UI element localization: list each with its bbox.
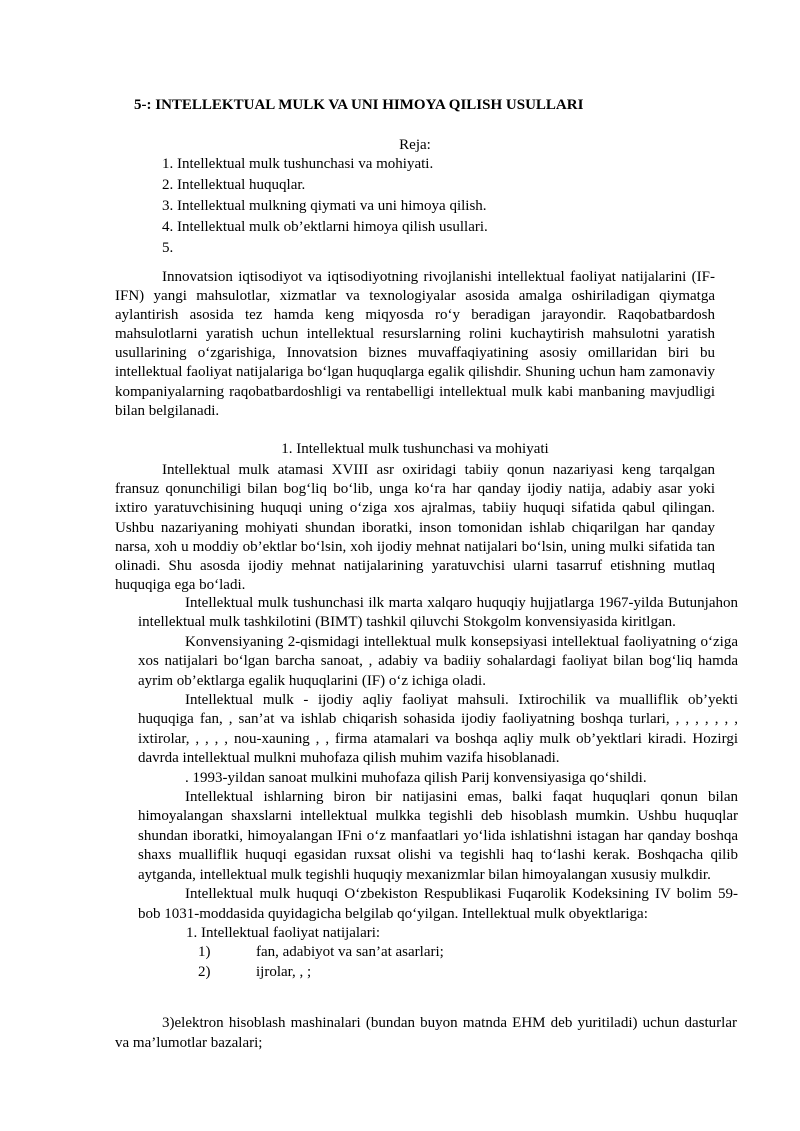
section-heading: 1. Intellektual mulk tushunchasi va mohiyati — [281, 441, 549, 457]
plan-list — [162, 154, 722, 259]
section1-paragraph: . 1993-yildan sanoat mulkini muhofaza qilish Parij konvensiyasiga qo‘shildi. — [185, 769, 647, 786]
list-item-number: 1) — [198, 944, 211, 961]
intro-paragraph: Innovatsion iqtisodiyot va iqtisodiyotning rivojlanishi intellektual faoliyat natijalarini (IF-IFN) yangi mahsulotlar, xizmatlar va texnologiyalar asosida amalga oshiriladigan qiymatga aylantirish asosida tez hamda keng miqyosda ro‘y beradigan jarayondir. Raqobatbardosh mahsulotlarni yaratish uchun intellektual resurslarning rolini kuchaytirish mahsulotni yaratish usullarining o‘zgarishiga, Innovatsion biznes muvaffaqiyatining asosiy omillaridan biri bu intellektual faoliyat natijalariga bo‘lgan huquqlarga egalik qilishdir. Shuning uchun ham zamonaviy kompaniyalarning raqobatbardoshligi va rentabelligi intellektual mulk kabi manbaning mavjudligi bilan belgilanadi. — [115, 269, 715, 419]
list-item-number: 2) — [198, 963, 211, 980]
list-item-text: ijrolar, , ; — [256, 963, 312, 980]
section1-paragraph: Intellektual mulk atamasi XVIII asr oxiridagi tabiiy qonun nazariyasi keng tarqalgan fransuz qonunchiligi bilan bog‘liq bo‘lib, unga ko‘ra har qanday ijodiy natija, adabiy asar yoki ixtiro yaratuvchisining huquqi uning o‘ziga xos ajralmas, tabiiy huquqi sifatida qabul qilingan. Ushbu nazariyaning mohiyati shundan iboratki, inson tomonidan ishlab chiqarilgan har qanday narsa, xoh u moddiy ob’ektlar bo‘lsin, xoh ijodiy mehnat natijalari bo‘lsin, uning mulki sifatida tan olinadi. Shu asosda ijodiy mehnat natijalarining yaratuvchisi ularni tasarruf etishning mutlaq huquqiga ega bo‘ladi. — [115, 462, 715, 594]
section1-indented-block — [138, 594, 738, 982]
plan-item: 3. Intellektual mulkning qiymati va uni himoya qilish. — [162, 198, 487, 214]
item3-block — [115, 1014, 737, 1053]
section1-paragraph: Konvensiyaning 2-qismidagi intellektual mulk konsepsiyasi intellektual faoliyatning o‘ziga xos natijalari bo‘lgan barcha sanoat, , adabiy va badiiy sohalardagi faoliyat bilan bog‘liq hamda ayrim ob’ektlarga egalik huquqlarini (IF) o‘z ichiga oladi. — [138, 633, 738, 689]
plan-item: 1. Intellektual mulk tushunchasi va mohiyati. — [162, 156, 434, 172]
plan-item: 5. — [162, 240, 174, 256]
section1-paragraph: Intellektual ishlarning biron bir natijasini emas, balki faqat huquqlari qonun bilan himoyalangan shaxslarni intellektual mulkka tegishli deb hisoblash mumkin. Ushbu huquqlar shundan iboratki, himoyalangan IFni o‘z manfaatlari yo‘lida ishlatishni istagan har qanday boshqa shaxs mualliflik huquqi egasidan ruxsat olishi va tegishli haq to‘lashi kerak. Boshqacha qilib aytganda, intellektual mulk tegishli huquqiy mexanizmlar bilan himoyalangan xususiy mulkdir. — [138, 789, 738, 883]
section1-paragraph: Intellektual mulk - ijodiy aqliy faoliyat mahsuli. Ixtirochilik va mualliflik ob’yekti huquqiga fan, , san’at va ishlab chiqarish sohasida ijodiy faoliyatning boshqa turlari, , , , , , , , ixtirolar, , , , , nou-xauning , , firma atamalari va boshqa aqliy mulk ob’yektlari kiradi. Hozirgi davrda intellektual mulkni muhofaza qilish muhim vazifa hisoblanadi. — [138, 692, 738, 767]
plan-item: 4. Intellektual mulk ob’ektlarni himoya qilish usullari. — [162, 219, 488, 235]
section1-paragraph: Intellektual mulk tushunchasi ilk marta xalqaro huquqiy hujjatlarga 1967-yilda Butunjahon intellektual mulk tashkilotini (BIMT) tashkil qiluvchi Stokgolm konvensiyasida kiritlgan. — [138, 595, 738, 631]
list-item — [138, 963, 738, 982]
plan-label: Reja: — [399, 137, 431, 153]
document-title: 5-: INTELLEKTUAL MULK VA UNI HIMOYA QILISH USULLARI — [134, 97, 584, 113]
list-item-text: fan, adabiyot va san’at asarlari; — [256, 944, 444, 961]
section1-paragraph: Intellektual mulk huquqi O‘zbekiston Respublikasi Fuqarolik Kodeksining IV bolim 59-bob 1031-moddasida quyidagicha belgilab qo‘yilgan. Intellektual mulk obyektlariga: — [138, 886, 738, 922]
section1-paragraph1-block — [115, 461, 715, 595]
list-heading: 1. Intellektual faoliyat natijalari: — [186, 924, 381, 941]
plan-item: 2. Intellektual huquqlar. — [162, 177, 306, 193]
list-item — [138, 943, 738, 962]
intro-paragraph-block — [115, 268, 715, 421]
item3-paragraph: 3)elektron hisoblash mashinalari (bundan buyon matnda EHM deb yuritiladi) uchun dasturlar va ma’lumotlar bazalari; — [115, 1015, 737, 1051]
